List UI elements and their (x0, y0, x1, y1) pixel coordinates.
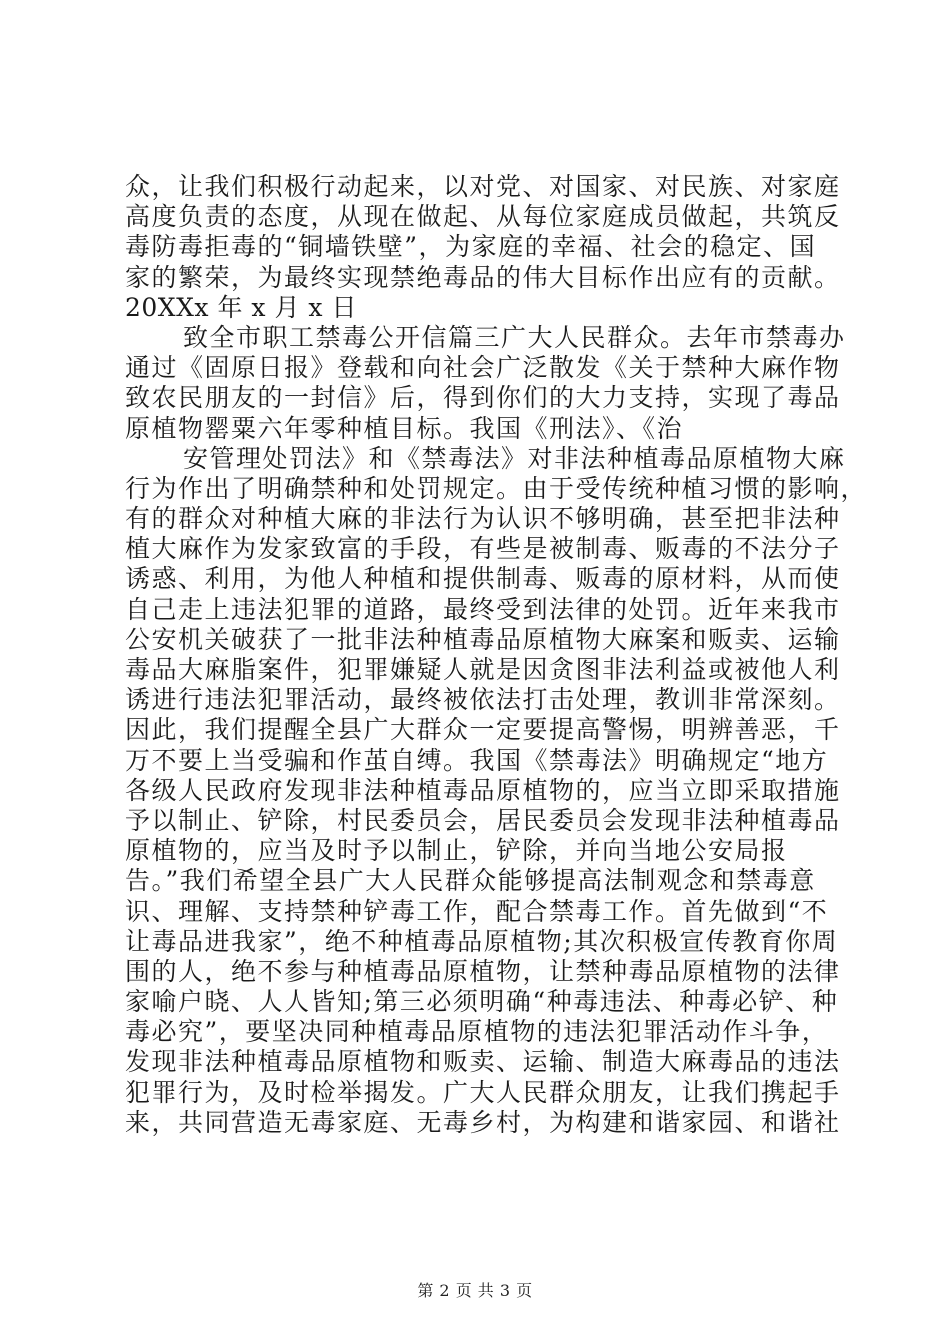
body-line: 原植物的，应当及时予以制止，铲除，并向当地公安局报 (125, 836, 788, 866)
body-line: 让毒品进我家”，绝不种植毒品原植物;其次积极宣传教育你周 (125, 926, 839, 956)
body-line: 毒防毒拒毒的“铜墙铁壁”，为家庭的幸福、社会的稳定、国 (125, 232, 817, 262)
body-line: 围的人，绝不参与种植毒品原植物，让禁种毒品原植物的法律 (125, 956, 841, 986)
body-line: 致农民朋友的一封信》后，得到你们的大力支持，实现了毒品 (125, 383, 841, 413)
body-line: 通过《固原日报》登载和向社会广泛散发《关于禁种大麻作物 (125, 353, 841, 383)
body-line: 家的繁荣，为最终实现禁绝毒品的伟大目标作出应有的贡献。 (125, 262, 841, 292)
body-line: 安管理处罚法》和《禁毒法》对非法种植毒品原植物大麻 (183, 443, 846, 473)
body-line: 毒品大麻脂案件，犯罪嫌疑人就是因贪图非法利益或被他人利 (125, 655, 841, 684)
body-line: 因此，我们提醒全县广大群众一定要提高警惕，明辨善恶，千 (125, 715, 841, 745)
body-line: 自己走上违法犯罪的道路，最终受到法律的处罚。近年来我市 (125, 594, 841, 624)
body-line: 发现非法种植毒品原植物和贩卖、运输、制造大麻毒品的违法 (125, 1047, 841, 1077)
body-line: 众，让我们积极行动起来，以对党、对国家、对民族、对家庭 (125, 172, 841, 201)
page-number-footer: 第 2 页 共 3 页 (417, 1281, 533, 1300)
body-line: 毒必究”，要坚决同种植毒品原植物的违法犯罪活动作斗争， (125, 1017, 829, 1047)
letter-body (125, 172, 868, 1138)
body-line: 各级人民政府发现非法种植毒品原植物的，应当立即采取措施 (125, 775, 841, 805)
body-line: 原植物罂粟六年零种植目标。我国《刑法》、《治 (125, 413, 684, 443)
body-line: 予以制止、铲除，村民委员会，居民委员会发现非法种植毒品 (125, 805, 841, 835)
date-line: 20XXx 年 x 月 x 日 (125, 292, 357, 322)
body-line: 有的群众对种植大麻的非法行为认识不够明确，甚至把非法种 (125, 504, 841, 534)
body-line: 植大麻作为发家致富的手段，有些是被制毒、贩毒的不法分子 (125, 534, 841, 564)
body-line: 公安机关破获了一批非法种植毒品原植物大麻案和贩卖、运输 (125, 624, 841, 654)
body-line: 犯罪行为，及时检举揭发。广大人民群众朋友，让我们携起手 (125, 1077, 841, 1107)
body-line: 行为作出了明确禁种和处罚规定。由于受传统种植习惯的影响， (125, 473, 868, 503)
body-line: 诱惑、利用，为他人种植和提供制毒、贩毒的原材料，从而使 (125, 564, 841, 594)
body-line: 万不要上当受骗和作茧自缚。我国《禁毒法》明确规定“地方 (125, 745, 829, 775)
body-line: 识、理解、支持禁种铲毒工作，配合禁毒工作。首先做到“不 (125, 896, 829, 926)
body-line: 高度负责的态度，从现在做起、从每位家庭成员做起，共筑反 (125, 202, 841, 232)
body-line: 告。”我们希望全县广大人民群众能够提高法制观念和禁毒意 (125, 866, 816, 896)
section-title-line: 致全市职工禁毒公开信篇三广大人民群众。去年市禁毒办 (183, 322, 846, 352)
body-line: 家喻户晓、人人皆知;第三必须明确“种毒违法、种毒必铲、种 (125, 987, 839, 1017)
body-line: 诱进行违法犯罪活动，最终被依法打击处理，教训非常深刻。 (125, 685, 841, 715)
body-line: 来，共同营造无毒家庭、无毒乡村，为构建和谐家园、和谐社 (125, 1107, 841, 1137)
